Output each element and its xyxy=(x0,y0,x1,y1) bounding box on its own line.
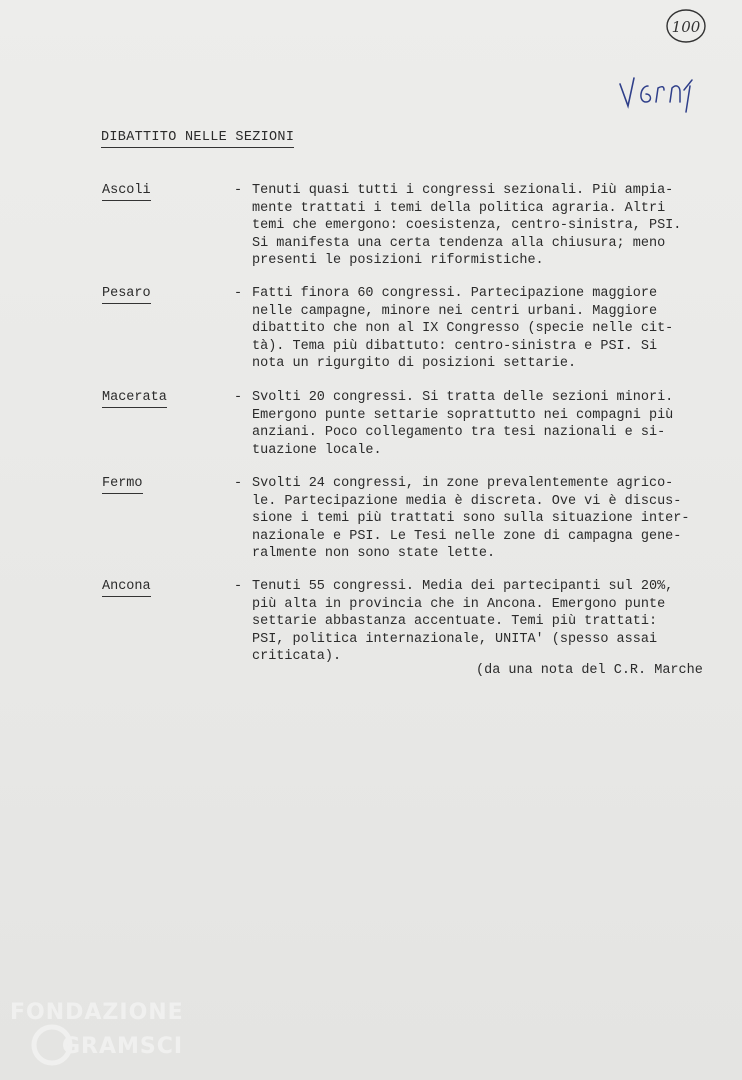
handwritten-note-icon xyxy=(618,72,702,116)
text-line: Svolti 20 congressi. Si tratta delle sezioni minori. xyxy=(252,390,674,405)
text-line: nelle campagne, minore nei centri urbani. Maggiore xyxy=(252,303,658,319)
entry-text xyxy=(252,389,730,459)
entry-dash: - xyxy=(234,390,243,405)
text-line: Svolti 24 congressi, in zone prevalentemente agrico- xyxy=(252,476,674,491)
entry-label: Fermo xyxy=(102,476,143,494)
text-line: criticata). xyxy=(252,649,342,665)
handwritten-margin-note xyxy=(618,72,702,116)
text-line: Si manifesta una certa tendenza alla chiusura; meno xyxy=(252,235,666,251)
text-line: temi che emergono: coesistenza, centro-sinistra, PSI. xyxy=(252,218,682,234)
entry-dash: - xyxy=(234,286,243,301)
text-line: anziani. Poco collegamento tra tesi nazionali e si- xyxy=(252,425,666,441)
watermark-logo-icon xyxy=(6,995,196,1075)
entry-dash: - xyxy=(234,183,243,198)
text-line: PSI, politica internazionale, UNITA' (spesso assai xyxy=(252,631,658,647)
entry-text xyxy=(252,182,730,270)
entry-label: Pesaro xyxy=(102,286,151,304)
text-line: Fatti finora 60 congressi. Partecipazione maggiore xyxy=(252,286,658,301)
foundation-watermark xyxy=(6,995,196,1075)
entry-label: Macerata xyxy=(102,390,167,408)
text-line: Tenuti 55 congressi. Media dei partecipanti sul 20%, xyxy=(252,579,674,594)
watermark-line1: FONDAZIONE xyxy=(10,1000,184,1025)
text-line: dibattito che non al IX Congresso (specie nelle cit- xyxy=(252,321,674,337)
document-title: DIBATTITO NELLE SEZIONI xyxy=(101,130,294,148)
text-line: ralmente non sono state lette. xyxy=(252,546,496,562)
entry-dash: - xyxy=(234,579,243,594)
entry-text xyxy=(252,578,730,666)
entry-text xyxy=(252,285,730,373)
text-line: Tenuti quasi tutti i congressi sezionali. Più ampia- xyxy=(252,183,674,198)
text-line: tà). Tema più dibattuto: centro-sinistra e PSI. Si xyxy=(252,338,658,354)
text-line: nota un rigurgito di posizioni settarie. xyxy=(252,356,577,372)
text-line: più alta in provincia che in Ancona. Emergono punte xyxy=(252,596,666,612)
text-line: settarie abbastanza accentuate. Temi più trattati: xyxy=(252,614,658,630)
text-line: tuazione locale. xyxy=(252,442,382,458)
entry-text xyxy=(252,475,730,563)
entry-dash: - xyxy=(234,476,243,491)
page-number-text: 100 xyxy=(671,18,701,36)
text-line: presenti le posizioni riformistiche. xyxy=(252,253,544,269)
watermark-line2: GRAMSCI xyxy=(62,1034,184,1059)
text-line: Emergono punte settarie soprattutto nei compagni più xyxy=(252,407,674,423)
text-line: le. Partecipazione media è discreta. Ove vi è discus- xyxy=(252,493,682,509)
page-number-stamp xyxy=(664,6,708,46)
entry-label: Ascoli xyxy=(102,183,151,201)
text-line: mente trattati i temi della politica agraria. Altri xyxy=(252,200,666,216)
circled-page-number xyxy=(664,6,708,46)
source-note: (da una nota del C.R. Marche xyxy=(476,663,703,678)
entry-label: Ancona xyxy=(102,579,151,597)
text-line: sione i temi più trattati sono sulla situazione inter- xyxy=(252,511,690,527)
text-line: nazionale e PSI. Le Tesi nelle zone di campagna gene- xyxy=(252,528,682,544)
